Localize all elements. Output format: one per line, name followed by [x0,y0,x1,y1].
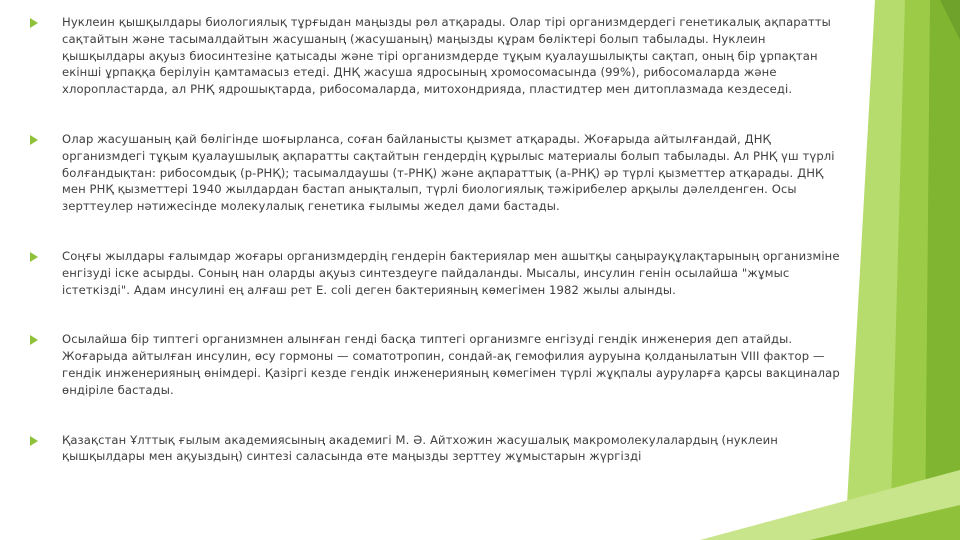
bullet-marker-icon [30,436,38,446]
bullet-text-3: Соңғы жылдары ғалымдар жоғары организмдердің гендерін бактериялар мен ашытқы саңырауқұлақтарының организміне енгізуді іске асырды. Соның нан оларды ақуыз синтездеуге пайдаланды. Мысалы, инсулин генін осылайша "жұмыс істеткізді". Адам инсулині ең алғаш рет E. coli деген бактерияның көмегімен 1982 жылы алынды. [62,248,840,297]
bullet-list [30,14,850,465]
bullet-item-4 [30,331,850,398]
bullet-text-4: Осылайша бір типтегі организмнен алынған генді басқа типтегі организмге енгізуді гендік инженерия деп атайды. Жоғарыда айтылған инсулин, өсу гормоны — соматотропин, сондай-ақ гемофилия ауруына қолданылатын VIII фактор — гендік инженерияның өнімдері. Қазіргі кезде гендік инженерияның көмегімен түрлі жұқпалы ауруларға қарсы вакциналар өндіріле бастады. [62,332,840,397]
bullet-item-3 [30,248,850,298]
bullet-marker-icon [30,335,38,345]
bullet-marker-icon [30,18,38,28]
bullet-text-1: Нуклеин қышқылдары биологиялық тұрғыдан маңызды рөл атқарады. Олар тірі организмдердегі генетикалық ақпаратты сақтайтын және тасымалдайтын жасушаның (жасушаның) маңызды құрам бөліктері болып табылады. Нуклеин қышқылдары ақуыз биосинтезіне қатысады және тірі организмдерде тұқым қуалаушылықты сақтап, оның бір ұрпақтан екінші ұрпаққа берілуін қамтамасыз етеді. ДНҚ жасуша ядросының хромосомасында (99%), рибосомаларда және хлоропластарда, ал РНҚ ядрошықтарда, рибосомаларда, митохондрияда, пластидтер мен дитоплазмада кездеседі. [62,15,831,97]
bullet-text-5: Қазақстан Ұлттық ғылым академиясының академигі М. Ә. Айтхожин жасушалық макромолекулалардың (нуклеин қышқылдары мен ақуыздың) синтезі саласында өте маңызды зерттеу жұмыстарын жүргізді [62,432,778,464]
bullet-marker-icon [30,252,38,262]
bullet-item-5 [30,432,850,466]
bullet-marker-icon [30,135,38,145]
bullet-item-1 [30,14,850,98]
bullet-text-2: Олар жасушаның қай бөлігінде шоғырланса, соған байланысты қызмет атқарады. Жоғарыда айтылғандай, ДНҚ организмдегі тұқым қуалаушылық ақпаратты сақтайтын гендердің құрылыс материалы болып табылады. Ал РНҚ үш түрлі болғандықтан: рибосомдық (р-РНҚ); тасымалдаушы (т-РНҚ) және ақпараттық (а-РНҚ) әр түрлі қызметтер атқарады. ДНҚ мен РНҚ қызметтері 1940 жылдардан бастап анықталып, түрлі биологиялық тәжірибелер арқылы дәлелденген. Осы зерттеулер нәтижесінде молекулалық генетика ғылымы жедел дами бастады. [62,131,835,214]
green-panel-front [925,0,960,540]
bullet-item-2 [30,131,850,215]
